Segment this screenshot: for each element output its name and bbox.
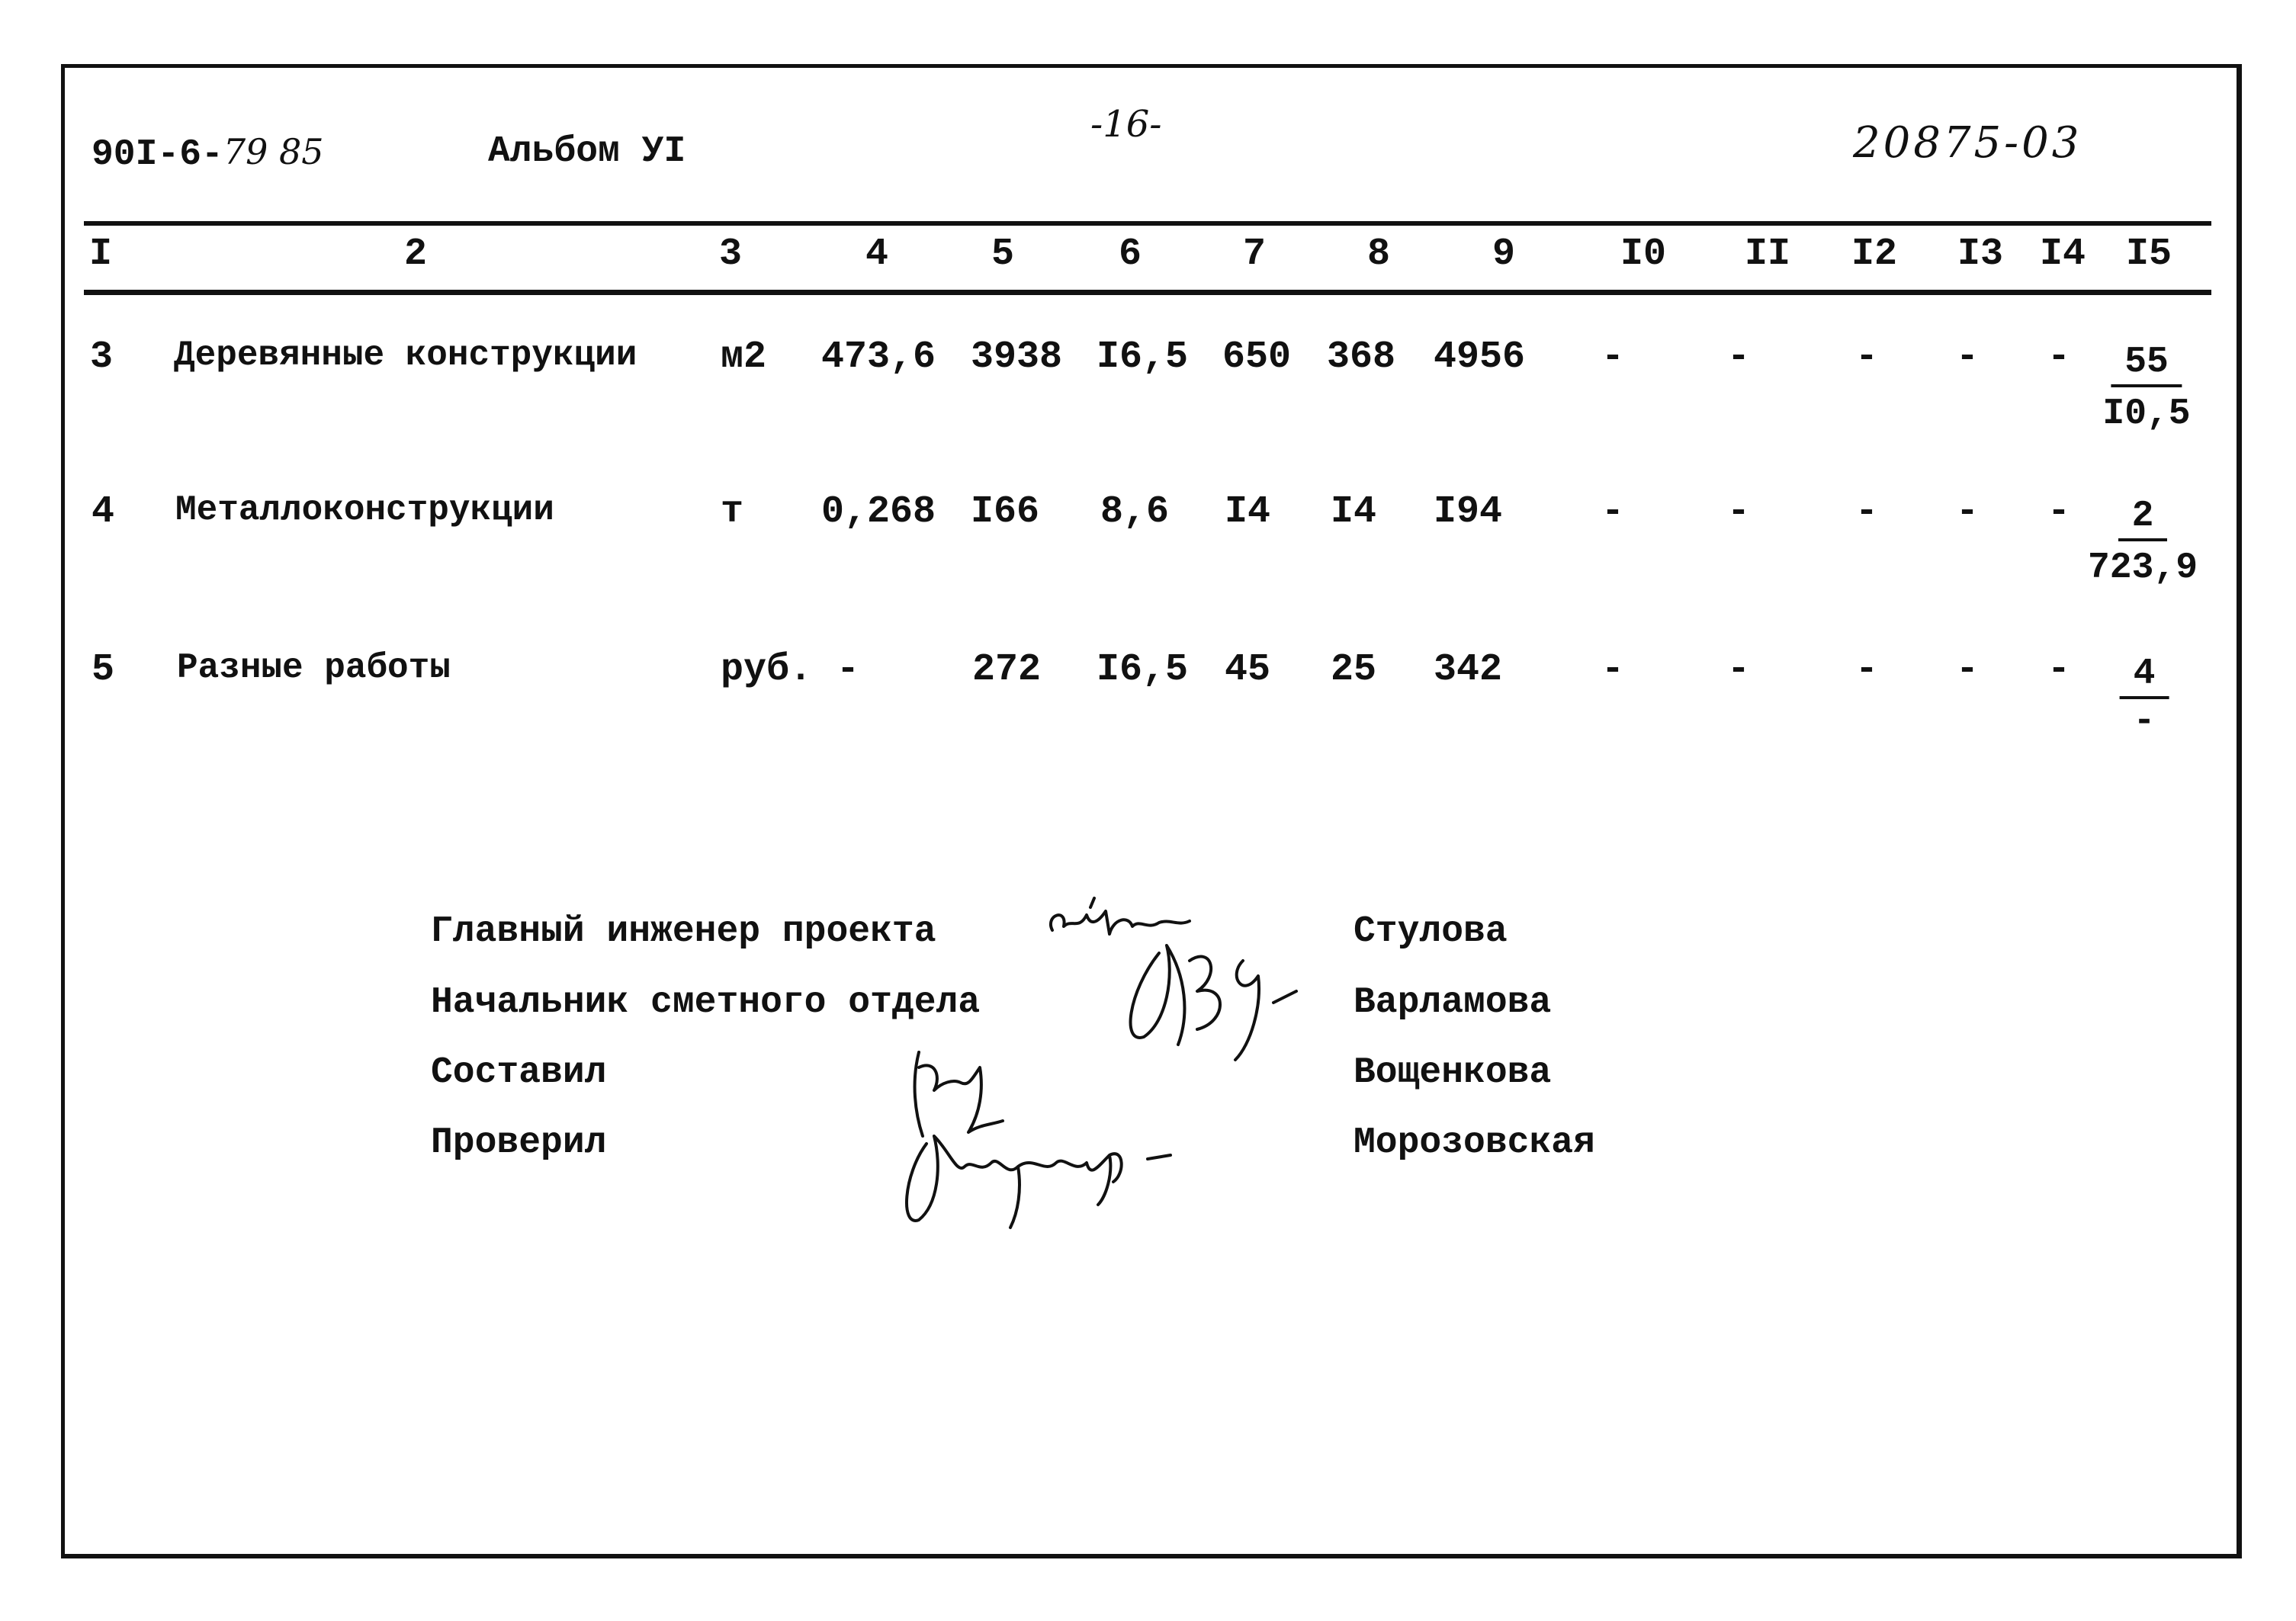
col-header-3: 3: [718, 233, 743, 276]
cell-c6: I6,5: [1096, 648, 1189, 692]
page-frame: [61, 64, 2242, 1558]
cell-c7: 650: [1222, 335, 1292, 379]
doc-code-handwritten: 79 85: [223, 131, 324, 172]
cell-c13: -: [1955, 335, 1980, 379]
col-header-13: I3: [1957, 233, 2004, 276]
col-header-8: 8: [1366, 233, 1391, 276]
row-unit: руб.: [721, 648, 813, 692]
cell-c12: -: [1854, 335, 1879, 379]
cell-c9: 4956: [1433, 335, 1526, 379]
signer-role: Составил: [431, 1052, 607, 1093]
col-header-5: 5: [991, 233, 1015, 276]
sheet-number: 20875-03: [1853, 118, 2082, 168]
signer-role: Проверил: [431, 1122, 607, 1164]
c15-top: 2: [2118, 496, 2168, 541]
signer-name: Стулова: [1354, 911, 1508, 952]
row-name: Деревянные конструкции: [174, 335, 637, 375]
cell-c11: -: [1726, 490, 1751, 534]
cell-c6: I6,5: [1096, 335, 1189, 379]
cell-c12: -: [1854, 648, 1879, 692]
cell-c5: 3938: [970, 335, 1063, 379]
row-number: 4: [92, 490, 115, 534]
col-header-9: 9: [1492, 233, 1516, 276]
cell-c11: -: [1726, 335, 1751, 379]
col-header-10: I0: [1620, 233, 1667, 276]
cell-c5: I66: [970, 490, 1040, 534]
cell-c14: -: [2047, 335, 2071, 379]
row-number: 5: [92, 648, 115, 692]
col-header-1: I: [88, 233, 113, 276]
signer-role: Начальник сметного отдела: [431, 982, 981, 1023]
cell-c8: 368: [1326, 335, 1396, 379]
col-header-15: I5: [2125, 233, 2172, 276]
col-header-6: 6: [1118, 233, 1142, 276]
row-name: Разные работы: [177, 648, 451, 688]
col-header-2: 2: [403, 233, 428, 276]
c15-bottom: I0,5: [2102, 393, 2191, 435]
row-unit: т: [720, 490, 744, 534]
cell-c8: 25: [1330, 648, 1377, 692]
cell-c4: -: [836, 648, 860, 692]
cell-c11: -: [1726, 648, 1751, 692]
doc-code-prefix: 90I-6-: [92, 134, 223, 175]
cell-c10: -: [1601, 335, 1625, 379]
col-header-14: I4: [2039, 233, 2086, 276]
cell-c5: 272: [971, 648, 1042, 692]
album-label: Альбом УI: [488, 131, 686, 172]
cell-c4: 473,6: [820, 335, 936, 379]
c15-top: 4: [2120, 653, 2169, 699]
col-header-7: 7: [1242, 233, 1267, 276]
cell-c7: 45: [1224, 648, 1271, 692]
signer-role: Главный инженер проекта: [431, 911, 936, 952]
row-unit: м2: [720, 335, 767, 379]
cell-c7: I4: [1224, 490, 1271, 534]
row-name: Металлоконструкции: [175, 490, 554, 530]
signature-varlamova-icon: [1113, 930, 1312, 1067]
cell-c14: -: [2047, 648, 2071, 692]
page-number: -16-: [1090, 103, 1162, 146]
col-header-4: 4: [865, 233, 889, 276]
c15-top: 55: [2111, 342, 2182, 387]
cell-c15-fraction: [2088, 496, 2198, 589]
cell-c12: -: [1854, 490, 1879, 534]
signer-name: Морозовская: [1354, 1122, 1595, 1164]
cell-c9: 342: [1433, 648, 1503, 692]
cell-c6: 8,6: [1100, 490, 1170, 534]
cell-c4: 0,268: [820, 490, 936, 534]
signature-morozovskaya-icon: [896, 1121, 1231, 1235]
cell-c10: -: [1601, 490, 1625, 534]
c15-bottom: -: [2133, 701, 2156, 742]
table-header-rule: [84, 290, 2211, 295]
signer-name: Варламова: [1354, 982, 1552, 1023]
cell-c9: I94: [1433, 490, 1503, 534]
cell-c13: -: [1955, 648, 1980, 692]
cell-c8: I4: [1330, 490, 1377, 534]
cell-c14: -: [2047, 490, 2071, 534]
table-top-rule: [84, 221, 2211, 226]
col-header-12: I2: [1851, 233, 1898, 276]
col-header-11: II: [1744, 233, 1791, 276]
row-number: 3: [90, 335, 114, 379]
c15-bottom: 723,9: [2087, 547, 2198, 589]
cell-c15-fraction: [2102, 342, 2190, 435]
cell-c13: -: [1955, 490, 1980, 534]
signer-name: Вощенкова: [1354, 1052, 1552, 1093]
cell-c15-fraction: [2120, 653, 2169, 742]
doc-code: [92, 131, 324, 175]
cell-c10: -: [1601, 648, 1625, 692]
